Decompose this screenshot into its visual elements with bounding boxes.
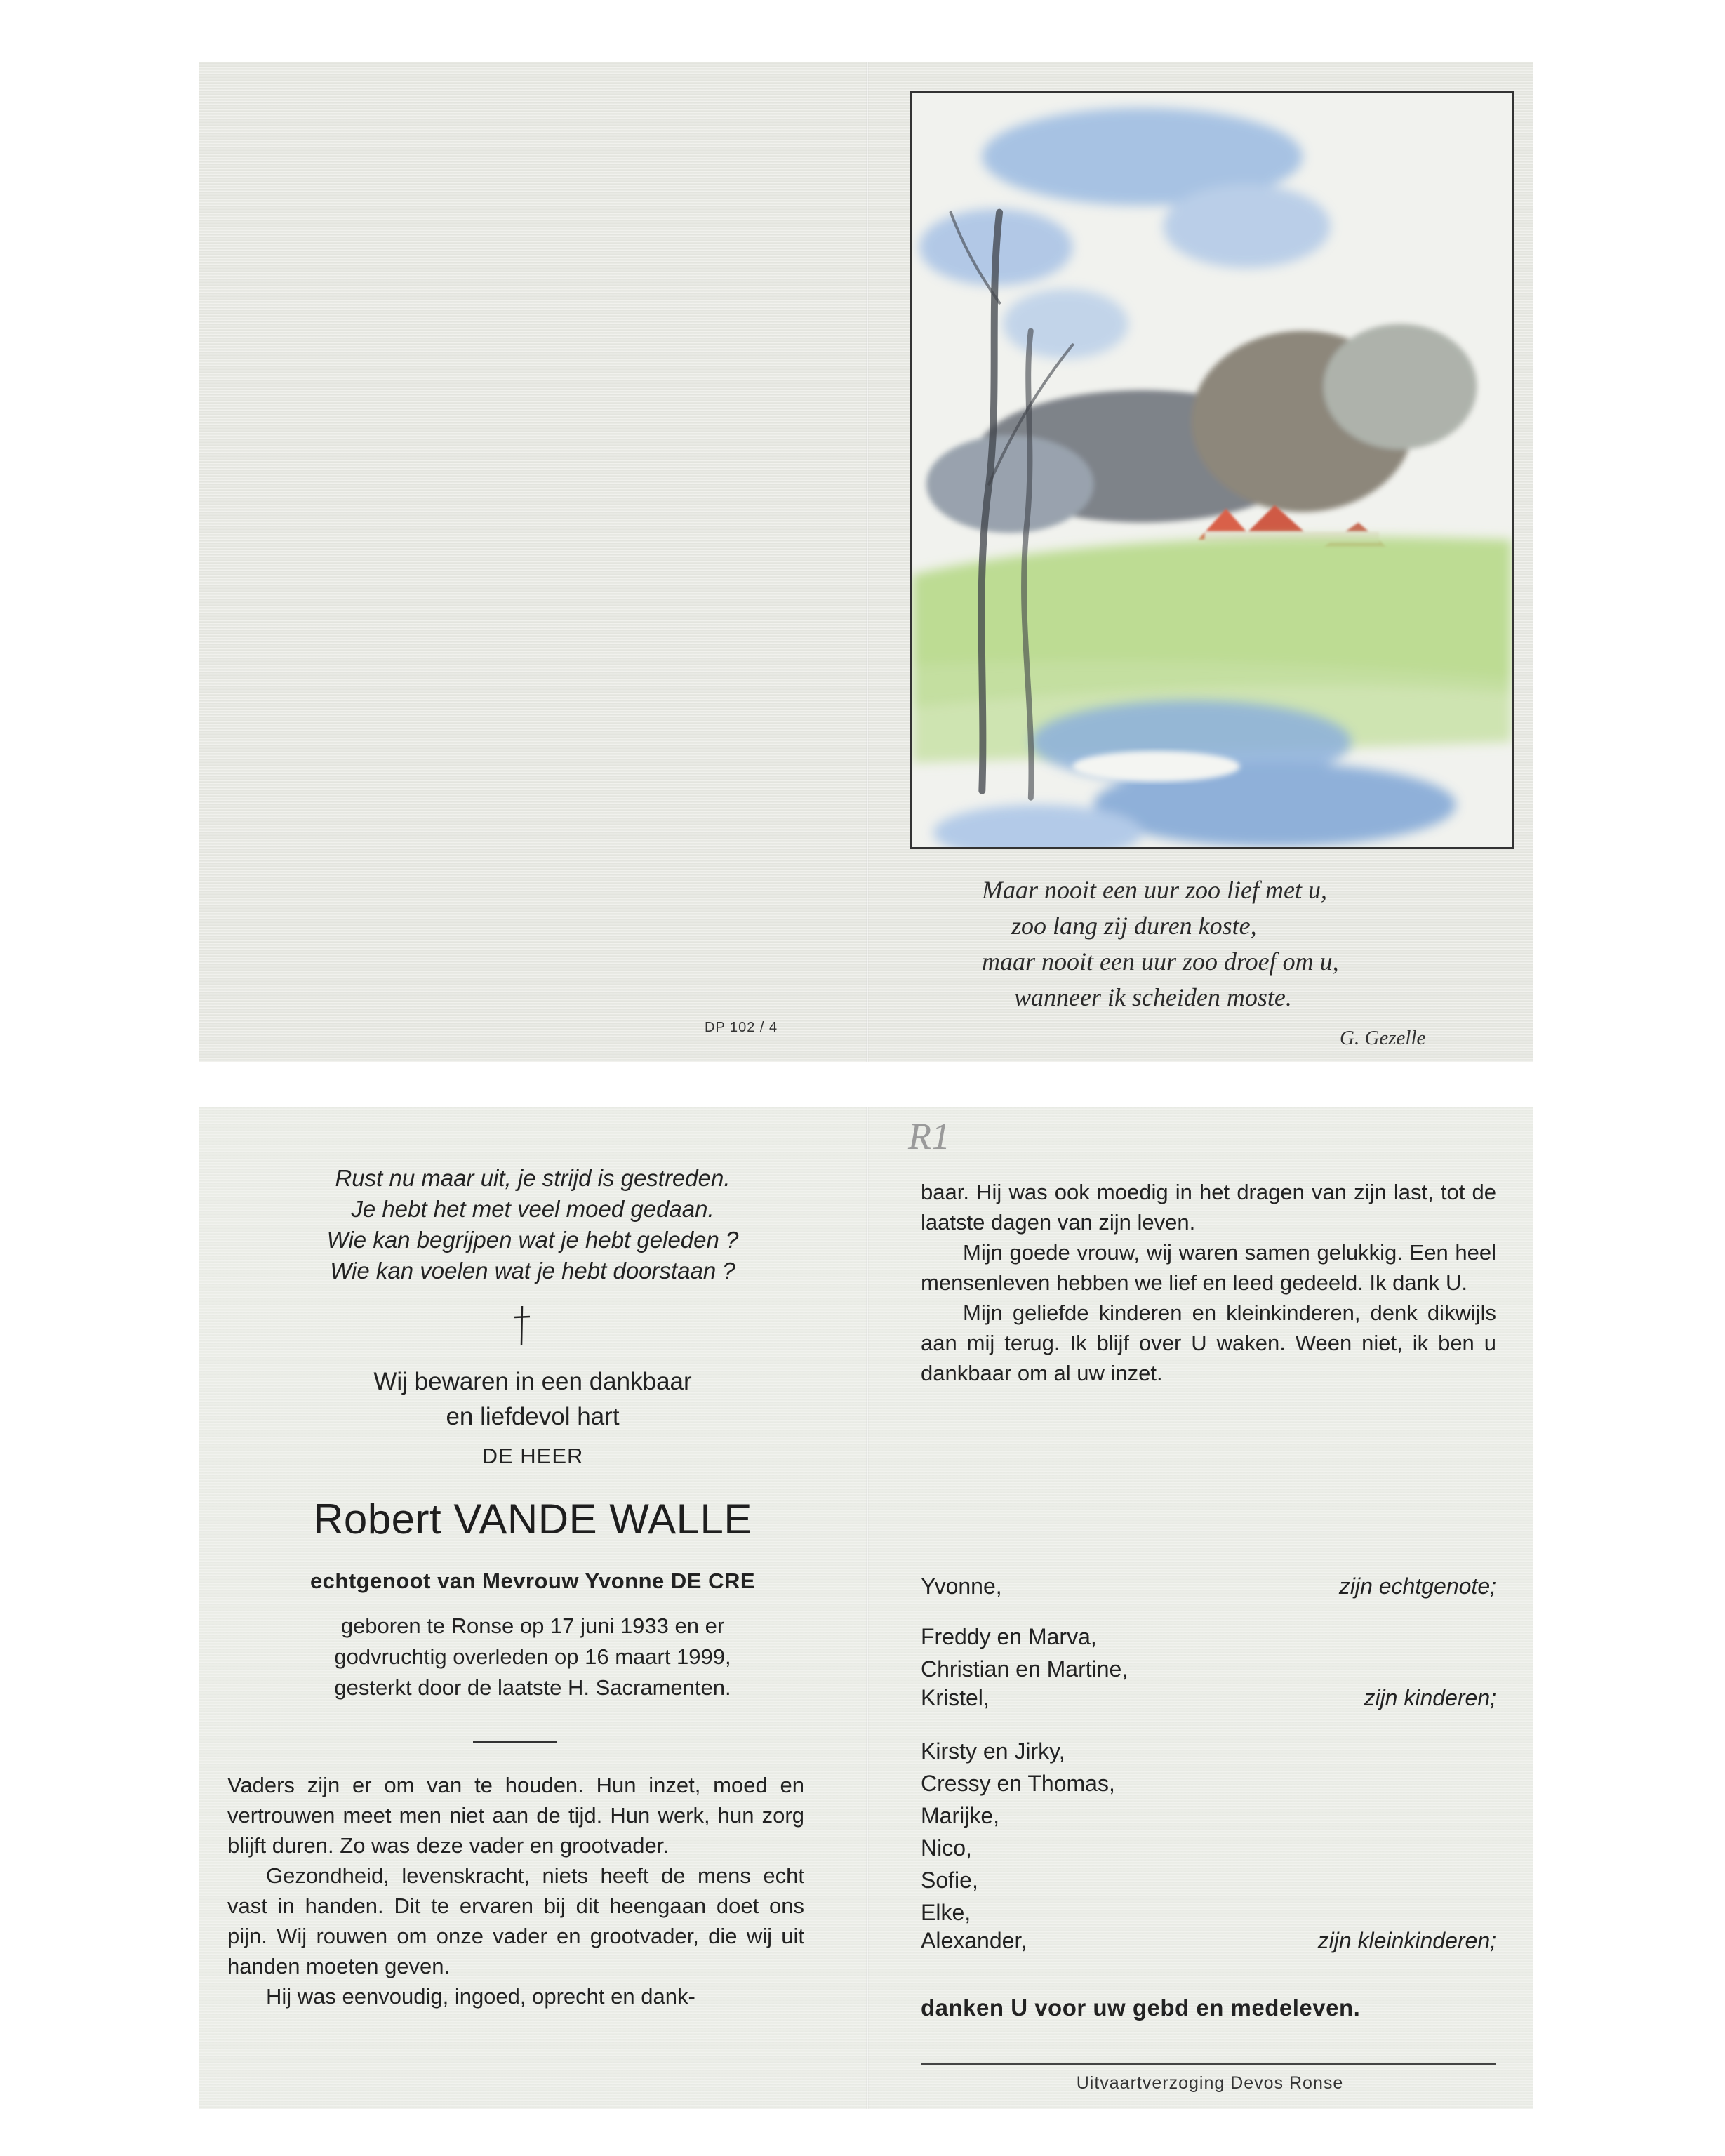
family-name: Nico, bbox=[921, 1835, 972, 1861]
family-name: Elke, bbox=[921, 1900, 971, 1925]
remembrance-line: en liefdevol hart bbox=[446, 1403, 620, 1430]
family-name: Sofie, bbox=[921, 1868, 978, 1893]
tribute-paragraph: Mijn goede vrouw, wij waren samen gelukkig. Een heel mensenleven hebben we lief en leed gedeeld. Ik dank U. bbox=[921, 1240, 1496, 1295]
card-fold bbox=[866, 62, 869, 1062]
family-relation: zijn echtgenote; bbox=[1338, 1573, 1496, 1599]
poem-line: Wie kan begrijpen wat je hebt geleden ? bbox=[326, 1227, 739, 1253]
family-name: Christian en Martine, bbox=[921, 1656, 1128, 1682]
poem-line: Wie kan voelen wat je hebt doorstaan ? bbox=[330, 1258, 735, 1284]
cross-icon bbox=[512, 1305, 533, 1347]
card-fold bbox=[866, 1107, 869, 2109]
tribute-paragraph: baar. Hij was ook moedig in het dragen van zijn last, tot de laatste dagen van zijn leven. bbox=[921, 1180, 1496, 1235]
detail-line: geboren te Ronse op 17 juni 1933 en er bbox=[340, 1613, 725, 1638]
remembrance-line: Wij bewaren in een dankbaar bbox=[373, 1368, 692, 1395]
landscape-illustration bbox=[912, 93, 1512, 847]
watercolor-landscape bbox=[910, 91, 1514, 849]
poem-line: Rust nu maar uit, je strijd is gestreden. bbox=[335, 1165, 731, 1191]
poem-line: maar nooit een uur zoo droef om u, bbox=[982, 947, 1339, 976]
children-list bbox=[921, 1621, 1128, 1685]
family-name: Alexander, bbox=[921, 1928, 1027, 1953]
poem-line: zoo lang zij duren koste, bbox=[1011, 912, 1257, 940]
thanks-line: danken U voor uw gebd en medeleven. bbox=[921, 1995, 1361, 2021]
family-name: Marijke, bbox=[921, 1803, 1000, 1828]
tribute-text-left bbox=[227, 1770, 804, 2011]
poem-author: G. Gezelle bbox=[1340, 1027, 1426, 1049]
detail-line: godvruchtig overleden op 16 maart 1999, bbox=[334, 1644, 731, 1669]
grandchildren-list bbox=[921, 1735, 1115, 1929]
poem-line: wanneer ik scheiden moste. bbox=[1014, 983, 1292, 1011]
divider bbox=[921, 2063, 1496, 2065]
deceased-name: Robert VANDE WALLE bbox=[313, 1496, 752, 1543]
family-name: Kristel, bbox=[921, 1685, 990, 1710]
tribute-text-right bbox=[921, 1177, 1496, 1388]
tribute-paragraph: Hij was eenvoudig, ingoed, oprecht en dank- bbox=[266, 1984, 695, 2009]
detail-line: gesterkt door de laatste H. Sacramenten. bbox=[334, 1675, 731, 1700]
tribute-paragraph: Gezondheid, levenskracht, niets heeft de mens echt vast in handen. Dit te ervaren bij dit heengaan doet ons pijn. Wij rouwen om onze vader en grootvader, die wij uit handen moeten geven. bbox=[227, 1863, 804, 1978]
tribute-paragraph: Vaders zijn er om van te houden. Hun inzet, moed en vertrouwen meet men niet aan de tijd. Hun werk, hun zorg blijft duren. Zo was deze vader en grootvader. bbox=[227, 1773, 804, 1858]
family-name: Kirsty en Jirky, bbox=[921, 1738, 1065, 1764]
family-name: Cressy en Thomas, bbox=[921, 1771, 1115, 1796]
spouse-line: echtgenoot van Mevrouw Yvonne DE CRE bbox=[309, 1569, 756, 1593]
handwritten-mark bbox=[901, 1108, 978, 1164]
consolation-poem bbox=[199, 1163, 866, 1286]
divider bbox=[473, 1741, 557, 1743]
poem-line: Je hebt het met veel moed gedaan. bbox=[351, 1196, 714, 1222]
card-outer bbox=[199, 62, 1533, 1062]
remembrance-text bbox=[199, 1364, 866, 1435]
undertaker-credit: Uitvaartverzoging Devos Ronse bbox=[1076, 2073, 1344, 2093]
card-inner bbox=[199, 1107, 1533, 2109]
svg-text:R1: R1 bbox=[908, 1115, 950, 1157]
poem-line: Maar nooit een uur zoo lief met u, bbox=[982, 876, 1327, 904]
family-name: Yvonne, bbox=[921, 1573, 1002, 1599]
family-relation: zijn kinderen; bbox=[1364, 1685, 1496, 1710]
family-name: Freddy en Marva, bbox=[921, 1624, 1097, 1649]
print-code: DP 102 / 4 bbox=[705, 1020, 778, 1035]
gezelle-poem bbox=[982, 872, 1515, 1016]
family-relation: zijn kleinkinderen; bbox=[1317, 1928, 1496, 1953]
birth-death-details bbox=[199, 1611, 866, 1703]
honorific-title: DE HEER bbox=[481, 1444, 584, 1468]
tribute-paragraph: Mijn geliefde kinderen en kleinkinderen, denk dikwijls aan mij terug. Ik blijf over U waken. Ween niet, ik ben u dankbaar om al uw inzet. bbox=[921, 1300, 1496, 1385]
